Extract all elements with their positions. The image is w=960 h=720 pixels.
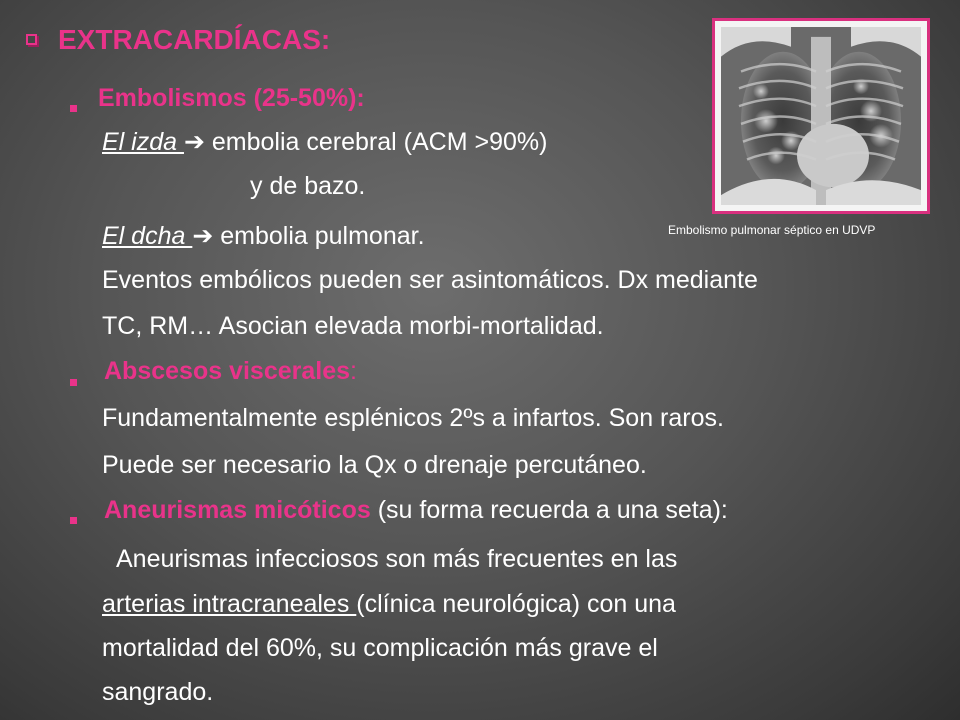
aneurismas-line-2 <box>102 590 676 619</box>
arrow-right-icon: ➔ <box>183 128 205 156</box>
abscesos-line-2: Puede ser necesario la Qx o drenaje percutáneo. <box>102 451 647 479</box>
aneurismas-title-line <box>104 496 728 525</box>
aneurismas-title-suffix: (su forma recuerda a una seta): <box>370 496 728 524</box>
abscesos-colon: : <box>350 357 357 385</box>
izda-term: El izda <box>102 128 184 156</box>
xray-graphic <box>721 27 921 205</box>
dcha-text: embolia pulmonar. <box>213 222 425 250</box>
aneurismas-line-3: mortalidad del 60%, su complicación más grave el <box>102 634 658 662</box>
abscesos-title-line <box>104 357 357 386</box>
aneurismas-title: Aneurismas micóticos <box>104 496 371 524</box>
aneurismas-line-2-rest: (clínica neurológica) con una <box>356 590 676 618</box>
embolismos-title: Embolismos (25-50%): <box>98 84 365 112</box>
embolismos-line-2: TC, RM… Asocian elevada morbi-mortalidad. <box>102 312 604 340</box>
arterias-intracraneales: arterias intracraneales <box>102 590 357 618</box>
abscesos-line-1: Fundamentalmente esplénicos 2ºs a infartos. Son raros. <box>102 404 724 432</box>
square-bullet-icon <box>70 511 77 529</box>
chest-xray-image <box>712 18 930 214</box>
aneurismas-line-4: sangrado. <box>102 678 214 706</box>
aneurismas-line-1: Aneurismas infecciosos son más frecuentes en las <box>116 545 678 573</box>
dcha-line <box>102 221 425 251</box>
page-title: EXTRACARDÍACAS: <box>58 24 331 55</box>
izda-text: embolia cerebral (ACM >90%) <box>204 128 548 156</box>
figure-caption: Embolismo pulmonar séptico en UDVP <box>668 223 876 237</box>
embolismos-line-1: Eventos embólicos pueden ser asintomáticos. Dx mediante <box>102 266 758 294</box>
square-bullet-icon <box>70 373 77 391</box>
izda-line <box>102 127 547 157</box>
square-bullet-icon <box>70 99 77 117</box>
dcha-term: El dcha <box>102 222 193 250</box>
checkbox-bullet-icon <box>26 34 37 45</box>
abscesos-title: Abscesos viscerales <box>104 357 351 385</box>
arrow-right-icon: ➔ <box>192 222 214 250</box>
izda-continuation: y de bazo. <box>250 172 366 200</box>
